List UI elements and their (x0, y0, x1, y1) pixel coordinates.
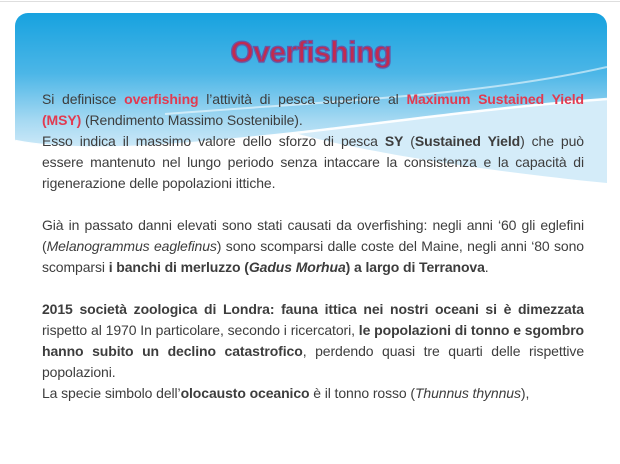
screen-top-edge (0, 1, 620, 2)
text-run: Thunnus thynnus (414, 385, 521, 401)
paragraph (42, 215, 584, 278)
paragraph (42, 89, 584, 131)
text-run: è il tonno rosso ( (309, 385, 415, 401)
text-run: La specie simbolo dell’ (42, 385, 181, 401)
text-run: Sustained Yield (414, 133, 521, 149)
slide-card (15, 13, 607, 464)
text-run: overfishing (124, 91, 199, 107)
text-run: ), (520, 385, 530, 401)
text-run: . (484, 259, 489, 275)
text-run: rispetto al 1970 In particolare, secondo i ricercatori, (42, 322, 359, 338)
paragraph (42, 131, 584, 194)
text-run: le popolazioni di tonno e sgombro hanno subito un declino catastrofico (42, 322, 584, 359)
paragraph (42, 299, 584, 383)
slide-title: Overfishing (230, 36, 392, 69)
text-run: , perdendo quasi tre quarti delle rispettive popolazioni. (42, 343, 585, 380)
text-run: i banchi di merluzzo ( (108, 259, 249, 275)
text-run: ) a largo di Terranova (345, 259, 485, 275)
text-run: olocausto oceanico (180, 385, 310, 401)
paragraph (42, 383, 584, 404)
slide-body (42, 89, 584, 404)
text-run: Già in passato danni elevati sono stati causati da overfishing: negli anni ‘60 gli eglefini ( (42, 217, 584, 254)
text-run: 2015 società zoologica di Londra: fauna ittica nei nostri oceani si è dimezzata (42, 301, 584, 317)
text-run: ( (403, 133, 415, 149)
text-run: Si definisce (42, 91, 125, 107)
text-run: Esso indica il massimo valore dello sforzo di pesca (42, 133, 385, 149)
text-run: Maximum Sustained Yield (MSY) (42, 91, 585, 128)
text-run: Gadus Morhua (248, 259, 346, 275)
text-run: (Rendimento Massimo Sostenibile). (81, 112, 303, 128)
text-run: ) sono scomparsi dalle coste del Maine, negli anni ‘80 sono scomparsi (42, 238, 584, 275)
text-run: Melanogrammus eaglefinus (46, 238, 217, 254)
text-run: SY (384, 133, 404, 149)
text-run: ) che può essere mantenuto nel lungo periodo senza intaccare la consistenza e la capacità di rigenerazione delle popolazioni ittiche. (42, 133, 584, 191)
text-run: l’attività di pesca superiore al (198, 91, 407, 107)
